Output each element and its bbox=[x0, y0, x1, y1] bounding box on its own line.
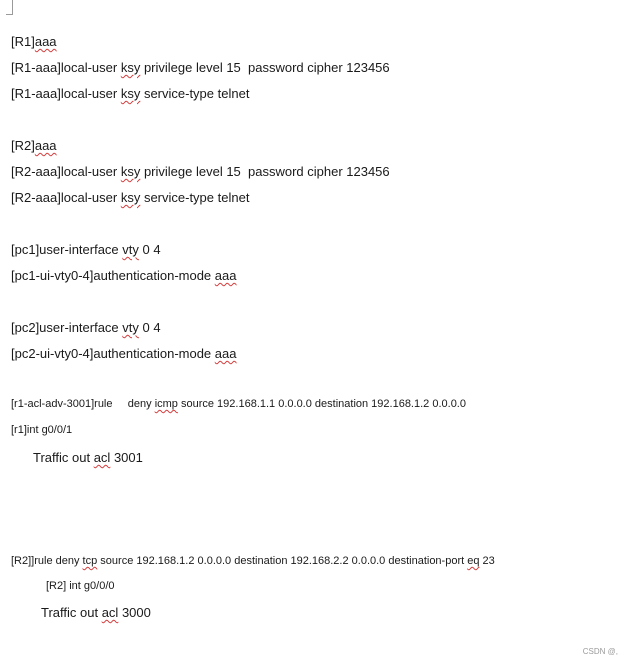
line-text: [R1] bbox=[11, 34, 35, 49]
line-text: 23 bbox=[479, 555, 495, 567]
line-text: source 192.168.1.2 0.0.0.0 destination 192.168.2.2 0.0.0.0 destination-port bbox=[97, 555, 468, 567]
line-text: 3001 bbox=[110, 450, 143, 465]
line-text: source 192.168.1.1 0.0.0.0 destination 192.168.1.2 0.0.0.0 bbox=[177, 398, 466, 410]
spellcheck-word: aaa bbox=[34, 138, 57, 153]
doc-line-r2-int bbox=[46, 581, 115, 592]
spellcheck-word: ksy bbox=[120, 190, 141, 205]
doc-line-r1-service-type bbox=[11, 87, 249, 100]
doc-line-r2-privilege bbox=[11, 165, 390, 178]
line-text: 3000 bbox=[118, 605, 151, 620]
spellcheck-word: acl bbox=[101, 605, 119, 620]
line-text: [pc2-ui-vty0-4]authentication-mode bbox=[11, 346, 215, 361]
spellcheck-word: aaa bbox=[34, 34, 57, 49]
doc-line-pc2-vty bbox=[11, 321, 161, 334]
line-text: service-type telnet bbox=[140, 86, 250, 101]
doc-line-pc1-auth bbox=[11, 269, 236, 282]
line-text: [pc1-ui-vty0-4]authentication-mode bbox=[11, 268, 215, 283]
line-text: privilege level 15 password cipher 123456 bbox=[140, 164, 390, 179]
line-text: [pc2]user-interface bbox=[11, 320, 123, 335]
line-text: [R2-aaa]local-user bbox=[11, 190, 121, 205]
line-text: [r1-acl-adv-3001]rule deny bbox=[11, 398, 155, 410]
watermark: CSDN @, bbox=[582, 647, 618, 656]
spellcheck-word: vty bbox=[122, 320, 139, 335]
spellcheck-word: eq bbox=[467, 555, 480, 567]
line-text: [R2]]rule deny bbox=[11, 555, 83, 567]
line-text: [R1-aaa]local-user bbox=[11, 86, 121, 101]
doc-line-r2-service-type bbox=[11, 191, 249, 204]
spellcheck-word: aaa bbox=[214, 346, 237, 361]
line-text: service-type telnet bbox=[140, 190, 250, 205]
line-text: privilege level 15 password cipher 123456 bbox=[140, 60, 390, 75]
spellcheck-word: ksy bbox=[120, 60, 141, 75]
line-text: [R2] bbox=[11, 138, 35, 153]
line-text: [pc1]user-interface bbox=[11, 242, 123, 257]
doc-line-r1-aaa bbox=[11, 35, 57, 48]
spellcheck-word: icmp bbox=[154, 398, 178, 410]
line-text: Traffic out bbox=[41, 605, 102, 620]
spellcheck-word: vty bbox=[122, 242, 139, 257]
line-text: [r1]int g0/0/1 bbox=[11, 424, 73, 436]
spellcheck-word: ksy bbox=[120, 86, 141, 101]
line-text: [R2] int g0/0/0 bbox=[46, 580, 115, 592]
spellcheck-word: tcp bbox=[82, 555, 98, 567]
line-text: 0 4 bbox=[138, 320, 161, 335]
line-text: Traffic out bbox=[33, 450, 94, 465]
doc-line-r2-aaa bbox=[11, 139, 57, 152]
spellcheck-word: ksy bbox=[120, 164, 141, 179]
doc-line-traffic-3001 bbox=[33, 451, 143, 464]
doc-line-r1-int bbox=[11, 425, 72, 436]
spellcheck-word: acl bbox=[93, 450, 111, 465]
spellcheck-word: aaa bbox=[214, 268, 237, 283]
line-text: 0 4 bbox=[138, 242, 161, 257]
doc-line-r1-privilege bbox=[11, 61, 390, 74]
line-text: [R1-aaa]local-user bbox=[11, 60, 121, 75]
doc-line-pc1-vty bbox=[11, 243, 161, 256]
doc-line-traffic-3000 bbox=[41, 606, 151, 619]
doc-line-r2-rule bbox=[11, 556, 495, 567]
doc-line-pc2-auth bbox=[11, 347, 236, 360]
line-text: [R2-aaa]local-user bbox=[11, 164, 121, 179]
doc-line-acl-3001-rule bbox=[11, 399, 466, 410]
page-corner-mark bbox=[6, 0, 13, 15]
